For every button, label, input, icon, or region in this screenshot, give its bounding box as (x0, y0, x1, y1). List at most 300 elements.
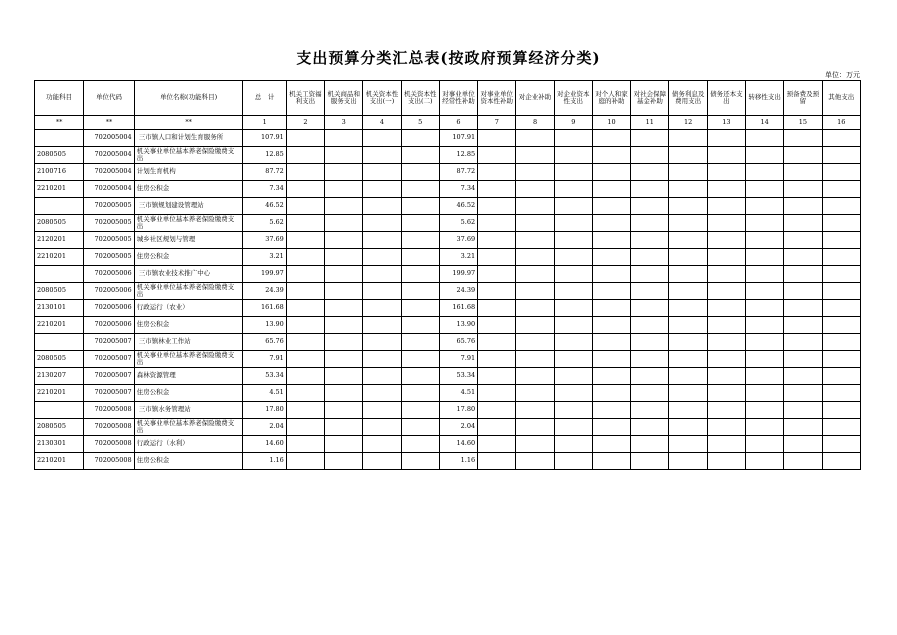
seq-cell: 13 (707, 116, 745, 130)
empty-cell (784, 402, 822, 419)
empty-cell (592, 419, 630, 436)
empty-cell (822, 334, 860, 351)
empty-cell (363, 419, 401, 436)
empty-cell (669, 266, 707, 283)
empty-cell (784, 147, 822, 164)
unit-name-cell: 住房公积金 (134, 385, 243, 402)
unit-name-cell: 机关事业单位基本养老保险缴费支出 (134, 147, 243, 164)
empty-cell (516, 436, 554, 453)
header-cell: 机关资本性支出(二) (401, 81, 439, 116)
empty-cell (784, 317, 822, 334)
empty-cell (784, 232, 822, 249)
empty-cell (707, 266, 745, 283)
total-cell: 3.21 (243, 249, 286, 266)
empty-cell (745, 402, 783, 419)
table-row (35, 317, 861, 334)
empty-cell (478, 215, 516, 232)
unit-code-cell: 702005008 (84, 436, 134, 453)
empty-cell (325, 147, 363, 164)
empty-cell (286, 249, 324, 266)
empty-cell (554, 232, 592, 249)
empty-cell (286, 317, 324, 334)
institution-subsidy-cell: 87.72 (439, 164, 477, 181)
seq-cell: 10 (592, 116, 630, 130)
empty-cell (286, 266, 324, 283)
empty-cell (516, 147, 554, 164)
empty-cell (631, 402, 669, 419)
empty-cell (669, 351, 707, 368)
unit-code-cell: 702005006 (84, 300, 134, 317)
table-row (35, 181, 861, 198)
header-cell: 债务还本支出 (707, 81, 745, 116)
empty-cell (745, 351, 783, 368)
header-cell: 总 计 (243, 81, 286, 116)
empty-cell (822, 368, 860, 385)
empty-cell (478, 266, 516, 283)
empty-cell (822, 402, 860, 419)
empty-cell (363, 402, 401, 419)
function-code-cell: 2210201 (35, 249, 84, 266)
empty-cell (745, 436, 783, 453)
empty-cell (592, 368, 630, 385)
seq-cell: 2 (286, 116, 324, 130)
empty-cell (363, 266, 401, 283)
institution-subsidy-cell: 4.51 (439, 385, 477, 402)
empty-cell (325, 402, 363, 419)
table-row (35, 351, 861, 368)
table-body (35, 130, 861, 470)
unit-code-cell: 702005005 (84, 232, 134, 249)
institution-subsidy-cell: 37.69 (439, 232, 477, 249)
empty-cell (669, 419, 707, 436)
header-cell: 其他支出 (822, 81, 860, 116)
empty-cell (516, 249, 554, 266)
empty-cell (363, 283, 401, 300)
empty-cell (478, 368, 516, 385)
empty-cell (478, 164, 516, 181)
empty-cell (745, 181, 783, 198)
empty-cell (784, 283, 822, 300)
header-cell: 对事业单位资本性补助 (478, 81, 516, 116)
empty-cell (363, 232, 401, 249)
header-cell: 机关商品和服务支出 (325, 81, 363, 116)
empty-cell (516, 317, 554, 334)
sequence-row (35, 116, 861, 130)
empty-cell (784, 453, 822, 470)
empty-cell (592, 147, 630, 164)
empty-cell (707, 402, 745, 419)
empty-cell (745, 283, 783, 300)
empty-cell (822, 283, 860, 300)
empty-cell (631, 266, 669, 283)
empty-cell (592, 164, 630, 181)
empty-cell (554, 453, 592, 470)
empty-cell (784, 249, 822, 266)
unit-label: 单位：万元 (825, 71, 860, 79)
function-code-cell (35, 266, 84, 283)
unit-name-cell: 行政运行（水利） (134, 436, 243, 453)
empty-cell (516, 283, 554, 300)
institution-subsidy-cell: 53.34 (439, 368, 477, 385)
empty-cell (516, 181, 554, 198)
empty-cell (401, 130, 439, 147)
empty-cell (325, 385, 363, 402)
empty-cell (822, 385, 860, 402)
empty-cell (516, 351, 554, 368)
empty-cell (363, 130, 401, 147)
empty-cell (363, 198, 401, 215)
empty-cell (325, 368, 363, 385)
seq-cell: 7 (478, 116, 516, 130)
empty-cell (286, 436, 324, 453)
empty-cell (631, 147, 669, 164)
empty-cell (478, 385, 516, 402)
empty-cell (784, 436, 822, 453)
empty-cell (286, 232, 324, 249)
total-cell: 161.68 (243, 300, 286, 317)
empty-cell (707, 283, 745, 300)
total-cell: 12.85 (243, 147, 286, 164)
empty-cell (363, 181, 401, 198)
empty-cell (784, 334, 822, 351)
empty-cell (822, 317, 860, 334)
empty-cell (784, 266, 822, 283)
empty-cell (707, 164, 745, 181)
empty-cell (401, 368, 439, 385)
empty-cell (592, 436, 630, 453)
empty-cell (554, 317, 592, 334)
empty-cell (478, 130, 516, 147)
empty-cell (707, 419, 745, 436)
empty-cell (669, 283, 707, 300)
empty-cell (784, 368, 822, 385)
empty-cell (745, 453, 783, 470)
empty-cell (286, 164, 324, 181)
empty-cell (745, 164, 783, 181)
empty-cell (669, 130, 707, 147)
empty-cell (478, 232, 516, 249)
empty-cell (554, 436, 592, 453)
empty-cell (554, 130, 592, 147)
institution-subsidy-cell: 3.21 (439, 249, 477, 266)
unit-name-cell: 行政运行（农业） (134, 300, 243, 317)
empty-cell (707, 198, 745, 215)
unit-name-cell: 机关事业单位基本养老保险缴费支出 (134, 351, 243, 368)
empty-cell (669, 317, 707, 334)
total-cell: 65.76 (243, 334, 286, 351)
unit-code-cell: 702005004 (84, 181, 134, 198)
empty-cell (592, 215, 630, 232)
empty-cell (784, 181, 822, 198)
unit-code-cell: 702005007 (84, 368, 134, 385)
empty-cell (631, 232, 669, 249)
empty-cell (784, 198, 822, 215)
empty-cell (401, 232, 439, 249)
table-row (35, 453, 861, 470)
empty-cell (631, 368, 669, 385)
empty-cell (516, 385, 554, 402)
empty-cell (745, 385, 783, 402)
unit-name-cell: 三市镇规划建设管理站 (134, 198, 243, 215)
empty-cell (516, 334, 554, 351)
empty-cell (516, 164, 554, 181)
empty-cell (286, 334, 324, 351)
total-cell: 17.80 (243, 402, 286, 419)
empty-cell (325, 198, 363, 215)
empty-cell (363, 164, 401, 181)
table-row (35, 266, 861, 283)
empty-cell (554, 181, 592, 198)
unit-code-cell: 702005008 (84, 402, 134, 419)
function-code-cell: 2080505 (35, 215, 84, 232)
empty-cell (286, 368, 324, 385)
empty-cell (363, 436, 401, 453)
empty-cell (822, 232, 860, 249)
total-cell: 87.72 (243, 164, 286, 181)
header-cell: 预备费及预留 (784, 81, 822, 116)
institution-subsidy-cell: 24.39 (439, 283, 477, 300)
empty-cell (745, 130, 783, 147)
empty-cell (822, 215, 860, 232)
empty-cell (286, 283, 324, 300)
empty-cell (286, 300, 324, 317)
empty-cell (631, 181, 669, 198)
empty-cell (325, 164, 363, 181)
empty-cell (286, 130, 324, 147)
function-code-cell: 2210201 (35, 317, 84, 334)
function-code-cell (35, 402, 84, 419)
empty-cell (592, 266, 630, 283)
empty-cell (363, 453, 401, 470)
empty-cell (784, 300, 822, 317)
total-cell: 46.52 (243, 198, 286, 215)
empty-cell (554, 249, 592, 266)
empty-cell (745, 249, 783, 266)
empty-cell (822, 419, 860, 436)
empty-cell (325, 419, 363, 436)
empty-cell (286, 385, 324, 402)
empty-cell (631, 436, 669, 453)
function-code-cell: 2130301 (35, 436, 84, 453)
total-cell: 14.60 (243, 436, 286, 453)
seq-cell: 14 (745, 116, 783, 130)
empty-cell (822, 198, 860, 215)
empty-cell (363, 317, 401, 334)
empty-cell (325, 351, 363, 368)
institution-subsidy-cell: 161.68 (439, 300, 477, 317)
unit-code-cell: 702005007 (84, 351, 134, 368)
empty-cell (707, 351, 745, 368)
table-row (35, 130, 861, 147)
empty-cell (631, 300, 669, 317)
budget-table (34, 80, 861, 470)
empty-cell (784, 130, 822, 147)
empty-cell (631, 198, 669, 215)
empty-cell (745, 147, 783, 164)
unit-code-cell: 702005006 (84, 317, 134, 334)
seq-cell: 9 (554, 116, 592, 130)
empty-cell (822, 300, 860, 317)
unit-code-cell: 702005007 (84, 385, 134, 402)
empty-cell (669, 300, 707, 317)
total-cell: 4.51 (243, 385, 286, 402)
total-cell: 37.69 (243, 232, 286, 249)
unit-code-cell: 702005005 (84, 249, 134, 266)
empty-cell (516, 266, 554, 283)
header-cell: 机关资本性支出(一) (363, 81, 401, 116)
empty-cell (401, 181, 439, 198)
empty-cell (707, 215, 745, 232)
function-code-cell: 2100716 (35, 164, 84, 181)
empty-cell (592, 181, 630, 198)
unit-code-cell: 702005007 (84, 334, 134, 351)
table-row (35, 147, 861, 164)
empty-cell (325, 436, 363, 453)
empty-cell (401, 283, 439, 300)
unit-name-cell: 机关事业单位基本养老保险缴费支出 (134, 283, 243, 300)
empty-cell (554, 300, 592, 317)
seq-cell: ** (84, 116, 134, 130)
unit-name-cell: 住房公积金 (134, 249, 243, 266)
empty-cell (325, 232, 363, 249)
empty-cell (631, 317, 669, 334)
empty-cell (478, 402, 516, 419)
total-cell: 7.34 (243, 181, 286, 198)
empty-cell (669, 368, 707, 385)
institution-subsidy-cell: 107.91 (439, 130, 477, 147)
seq-cell: 8 (516, 116, 554, 130)
empty-cell (784, 351, 822, 368)
empty-cell (478, 181, 516, 198)
table-row (35, 300, 861, 317)
institution-subsidy-cell: 7.91 (439, 351, 477, 368)
seq-cell: 12 (669, 116, 707, 130)
empty-cell (478, 317, 516, 334)
empty-cell (592, 385, 630, 402)
unit-name-cell: 森林资源管理 (134, 368, 243, 385)
empty-cell (516, 402, 554, 419)
empty-cell (822, 453, 860, 470)
empty-cell (592, 334, 630, 351)
unit-name-cell: 机关事业单位基本养老保险缴费支出 (134, 419, 243, 436)
empty-cell (401, 402, 439, 419)
empty-cell (707, 385, 745, 402)
unit-code-cell: 702005004 (84, 164, 134, 181)
function-code-cell: 2080505 (35, 147, 84, 164)
empty-cell (554, 164, 592, 181)
empty-cell (745, 368, 783, 385)
empty-cell (401, 419, 439, 436)
empty-cell (478, 436, 516, 453)
empty-cell (592, 130, 630, 147)
institution-subsidy-cell: 1.16 (439, 453, 477, 470)
empty-cell (631, 215, 669, 232)
empty-cell (286, 215, 324, 232)
seq-cell: 4 (363, 116, 401, 130)
empty-cell (631, 453, 669, 470)
empty-cell (516, 453, 554, 470)
unit-name-cell: 住房公积金 (134, 181, 243, 198)
empty-cell (784, 419, 822, 436)
table-row (35, 249, 861, 266)
total-cell: 1.16 (243, 453, 286, 470)
empty-cell (554, 385, 592, 402)
empty-cell (745, 198, 783, 215)
empty-cell (286, 351, 324, 368)
page-title: 支出预算分类汇总表(按政府预算经济分类) (296, 49, 601, 67)
header-cell: 对事业单位经常性补助 (439, 81, 477, 116)
empty-cell (554, 419, 592, 436)
table-row (35, 164, 861, 181)
function-code-cell: 2080505 (35, 351, 84, 368)
empty-cell (707, 232, 745, 249)
empty-cell (669, 181, 707, 198)
unit-code-cell: 702005008 (84, 419, 134, 436)
header-cell: 债务利息及费用支出 (669, 81, 707, 116)
empty-cell (286, 419, 324, 436)
empty-cell (478, 351, 516, 368)
empty-cell (325, 130, 363, 147)
empty-cell (745, 215, 783, 232)
empty-cell (669, 385, 707, 402)
empty-cell (325, 300, 363, 317)
empty-cell (286, 402, 324, 419)
empty-cell (707, 334, 745, 351)
empty-cell (784, 164, 822, 181)
empty-cell (669, 453, 707, 470)
empty-cell (784, 385, 822, 402)
empty-cell (286, 453, 324, 470)
table-row (35, 283, 861, 300)
empty-cell (822, 164, 860, 181)
unit-name-cell: 城乡社区规划与管理 (134, 232, 243, 249)
unit-code-cell: 702005006 (84, 283, 134, 300)
empty-cell (363, 351, 401, 368)
empty-cell (669, 249, 707, 266)
empty-cell (478, 300, 516, 317)
unit-name-cell: 机关事业单位基本养老保险缴费支出 (134, 215, 243, 232)
function-code-cell: 2080505 (35, 419, 84, 436)
empty-cell (478, 419, 516, 436)
institution-subsidy-cell: 12.85 (439, 147, 477, 164)
empty-cell (286, 181, 324, 198)
empty-cell (554, 368, 592, 385)
empty-cell (325, 215, 363, 232)
unit-code-cell: 702005004 (84, 130, 134, 147)
empty-cell (401, 436, 439, 453)
empty-cell (554, 215, 592, 232)
empty-cell (592, 402, 630, 419)
table-row (35, 419, 861, 436)
empty-cell (478, 334, 516, 351)
institution-subsidy-cell: 5.62 (439, 215, 477, 232)
empty-cell (669, 215, 707, 232)
header-cell: 对企业补助 (516, 81, 554, 116)
seq-cell: 3 (325, 116, 363, 130)
institution-subsidy-cell: 65.76 (439, 334, 477, 351)
empty-cell (822, 249, 860, 266)
institution-subsidy-cell: 46.52 (439, 198, 477, 215)
header-cell: 对社会保障基金补助 (631, 81, 669, 116)
unit-code-cell: 702005005 (84, 198, 134, 215)
empty-cell (325, 453, 363, 470)
seq-cell: 15 (784, 116, 822, 130)
function-code-cell (35, 334, 84, 351)
empty-cell (822, 147, 860, 164)
empty-cell (707, 368, 745, 385)
table-row (35, 232, 861, 249)
unit-code-cell: 702005008 (84, 453, 134, 470)
